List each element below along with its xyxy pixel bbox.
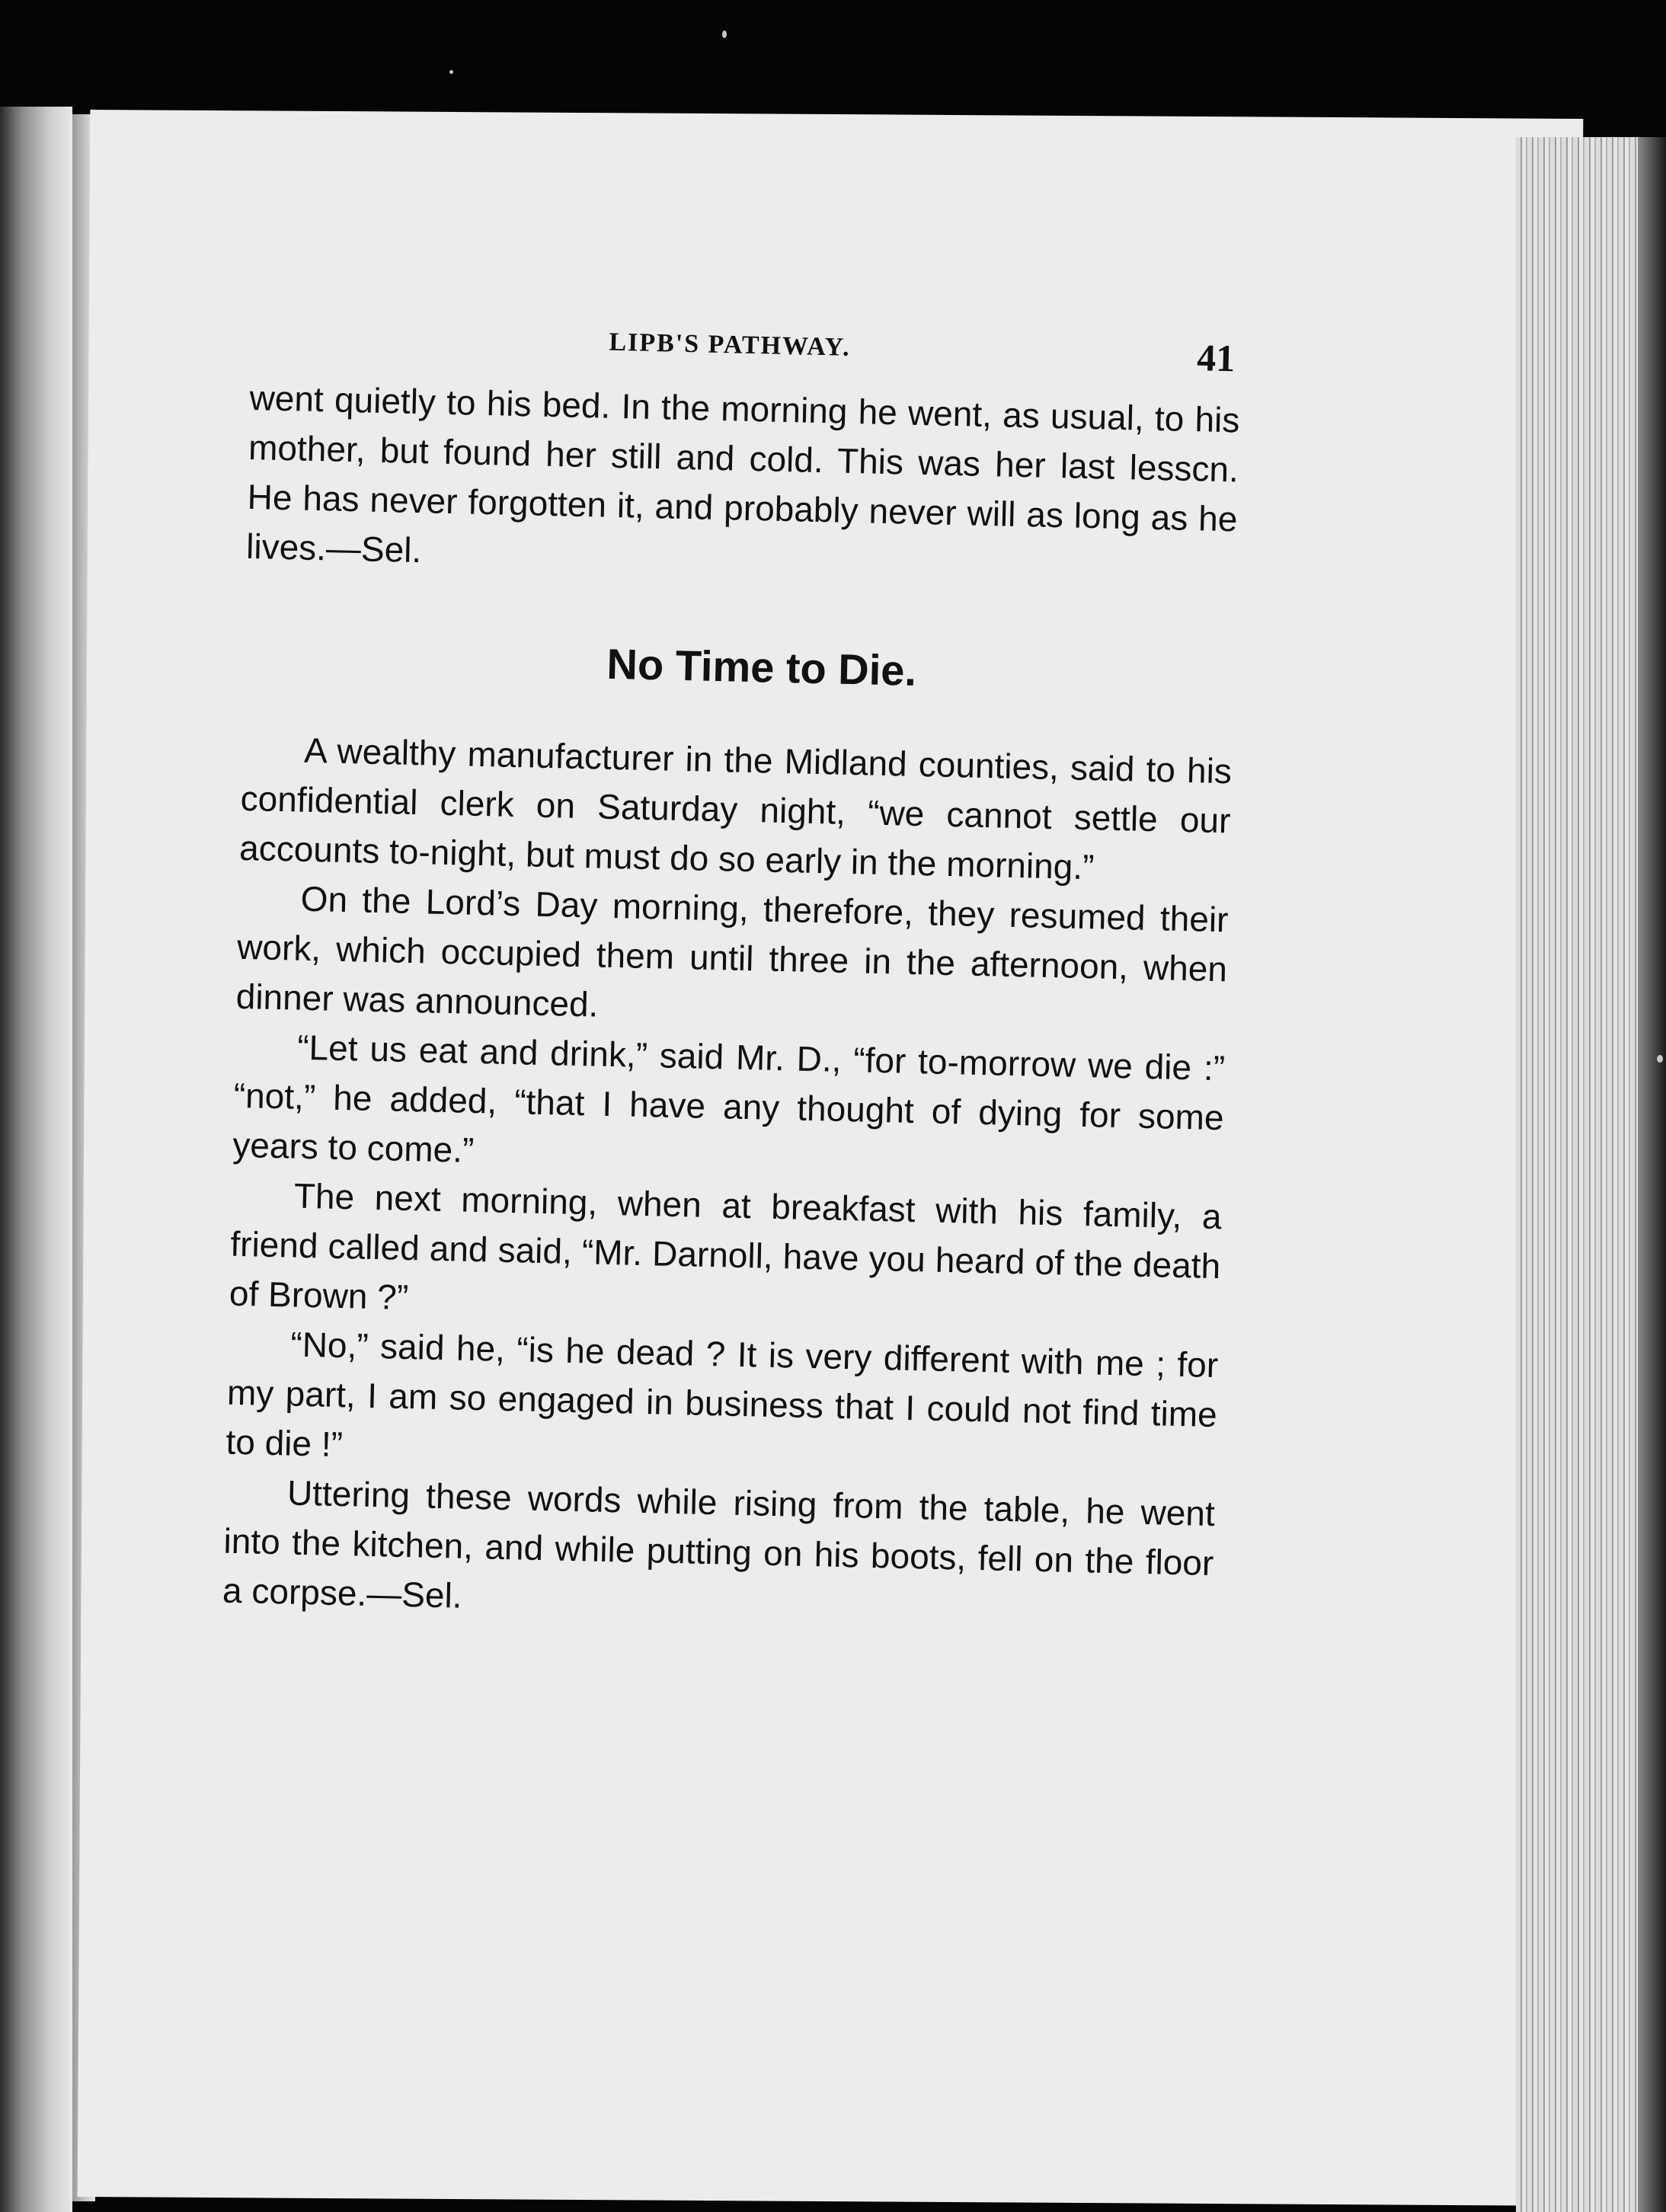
dust-speck [449, 70, 453, 74]
dust-speck [722, 30, 727, 38]
dust-speck [1657, 1055, 1663, 1063]
facing-page-edge [0, 107, 72, 2212]
page-number: 41 [1196, 336, 1236, 380]
article-title: No Time to Die. [606, 639, 917, 695]
page-stack-shadow [1638, 137, 1666, 2212]
article-paragraph: “No,” said he, “is he dead ? It is very different with me ; for my part, I am so engaged in business that I could not find time to die !” [225, 1324, 1219, 1465]
continued-paragraph: went quietly to his bed. In the morning he went, as usual, to his mother, but found her still and cold. This was her last lesscn. He has never forgotten it, and probably never will as long as he lives.—Sel. [245, 377, 1240, 571]
page-text-block [222, 320, 1241, 1638]
article-paragraph: A wealthy manufacturer in the Midland counties, said to his confidential clerk on Saturday night, “we cannot settle our accounts to-night, but must do so early in the morning.” [238, 730, 1233, 887]
article-paragraph: Uttering these words while rising from the table, he went into the kitchen, and while putting on his boots, fell on the floor a corpse.—Sel. [222, 1472, 1216, 1616]
article-paragraph: On the Lord’s Day morning, therefore, they resumed their work, which occupied them until three in the afternoon, when dinner was announced. [235, 878, 1230, 1024]
article-paragraph: The next morning, when at breakfast with his family, a friend called and said, “Mr. Darnoll, have you heard of the death of Brown ?” [229, 1175, 1223, 1318]
running-title: LIPB'S PATHWAY. [609, 328, 852, 362]
article-paragraph: “Let us eat and drink,” said Mr. D., “for to-morrow we die :” “not,” he added, “that I have any thought of dying for some years to come.” [232, 1027, 1226, 1170]
